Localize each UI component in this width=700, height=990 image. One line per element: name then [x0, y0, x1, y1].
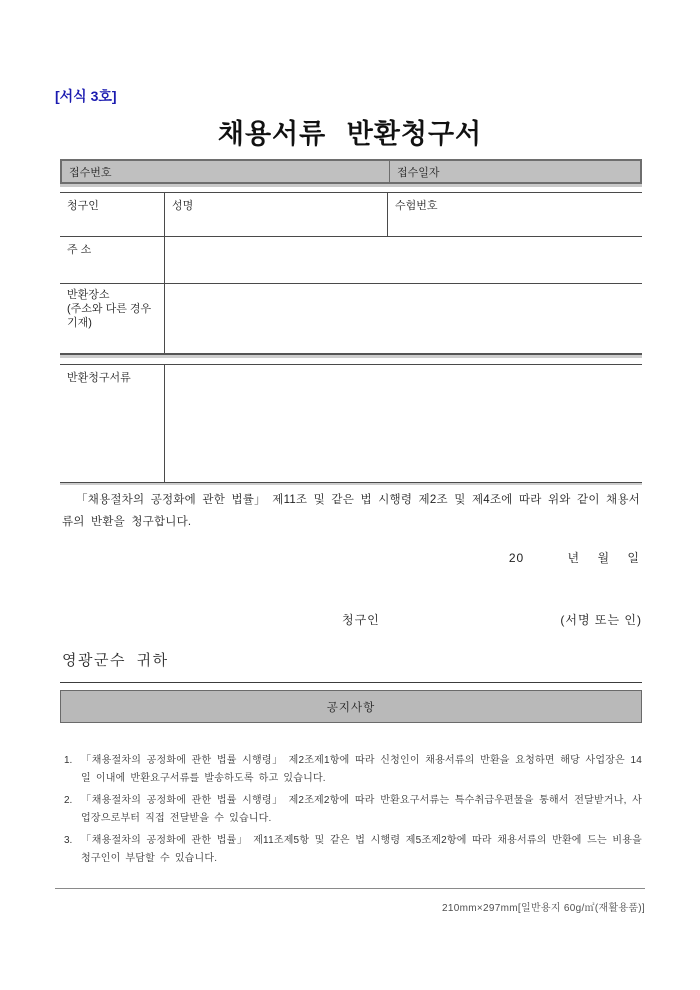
notice-top-rule: [60, 682, 642, 683]
name-label: 성명: [165, 193, 388, 236]
exam-number-label: 수험번호: [395, 200, 438, 212]
notice-item: [64, 832, 642, 868]
documents-label: 반환청구서류: [60, 365, 165, 482]
applicant-table: [60, 192, 642, 355]
notice-item: [64, 792, 642, 828]
return-place-label-line1: 반환장소: [67, 289, 110, 301]
notice-header: 공지사항: [60, 690, 642, 723]
documents-value-cell: [165, 365, 642, 482]
signature-row: [60, 611, 642, 629]
notice-item-number: 1.: [64, 755, 73, 766]
notice-list: [64, 752, 642, 872]
notice-item-number: 3.: [64, 835, 73, 846]
receipt-number-label: 접수번호: [62, 161, 390, 182]
claimant-label: 청구인: [60, 193, 165, 236]
notice-item-text: 「채용절차의 공정화에 관한 법률」 제11조제5항 및 같은 법 시행령 제5조제2항에 따라 채용서류의 반환에 드는 비용을 청구인이 부담할 수 있습니다.: [81, 835, 642, 864]
footer-rule: [55, 888, 645, 889]
return-place-value-cell: [165, 284, 642, 353]
table-row-return-place: [60, 283, 642, 353]
form-number: [서식 3호]: [55, 88, 117, 104]
table-row-claimant: [60, 193, 642, 236]
notice-item-text: 「채용절차의 공정화에 관한 법률 시행령」 제2조제2항에 따라 반환요구서류는 특수취급우편물을 통해서 전달받거나, 사업장으로부터 직접 전달받을 수 있습니다.: [81, 795, 642, 824]
statement-paragraph: 「채용절차의 공정화에 관한 법률」 제11조 및 같은 법 시행령 제2조 및 제4조에 따라 위와 같이 채용서류의 반환을 청구합니다.: [62, 494, 640, 528]
date-line: 20 년 월 일: [508, 551, 640, 565]
signature-claimant-label: 청구인: [342, 613, 380, 627]
address-value-cell: [165, 237, 642, 283]
signature-note: (서명 또는 인): [560, 613, 642, 627]
return-place-label: [60, 284, 165, 353]
notice-item-text: 「채용절차의 공정화에 관한 법률 시행령」 제2조제1항에 따라 신청인이 채용서류의 반환을 요청하면 해당 사업장은 14일 이내에 반환요구서류를 발송하도록 하고 있습니다.: [81, 755, 642, 784]
addressee: 영광군수 귀하: [62, 652, 169, 669]
table-row-address: [60, 236, 642, 283]
notice-item-number: 2.: [64, 795, 73, 806]
notice-item: [64, 752, 642, 788]
receipt-date-label: 접수일자: [397, 167, 440, 179]
paper-spec-footer: 210mm×297mm[일반용지 60g/㎡(재활용품)]: [442, 903, 645, 914]
receipt-header-row: [60, 159, 642, 184]
return-place-label-line2: (주소와 다른 경우 기재): [67, 303, 152, 329]
address-label: 주 소: [60, 237, 165, 283]
documents-table: [60, 364, 642, 483]
page-title: 채용서류 반환청구서: [217, 119, 483, 149]
